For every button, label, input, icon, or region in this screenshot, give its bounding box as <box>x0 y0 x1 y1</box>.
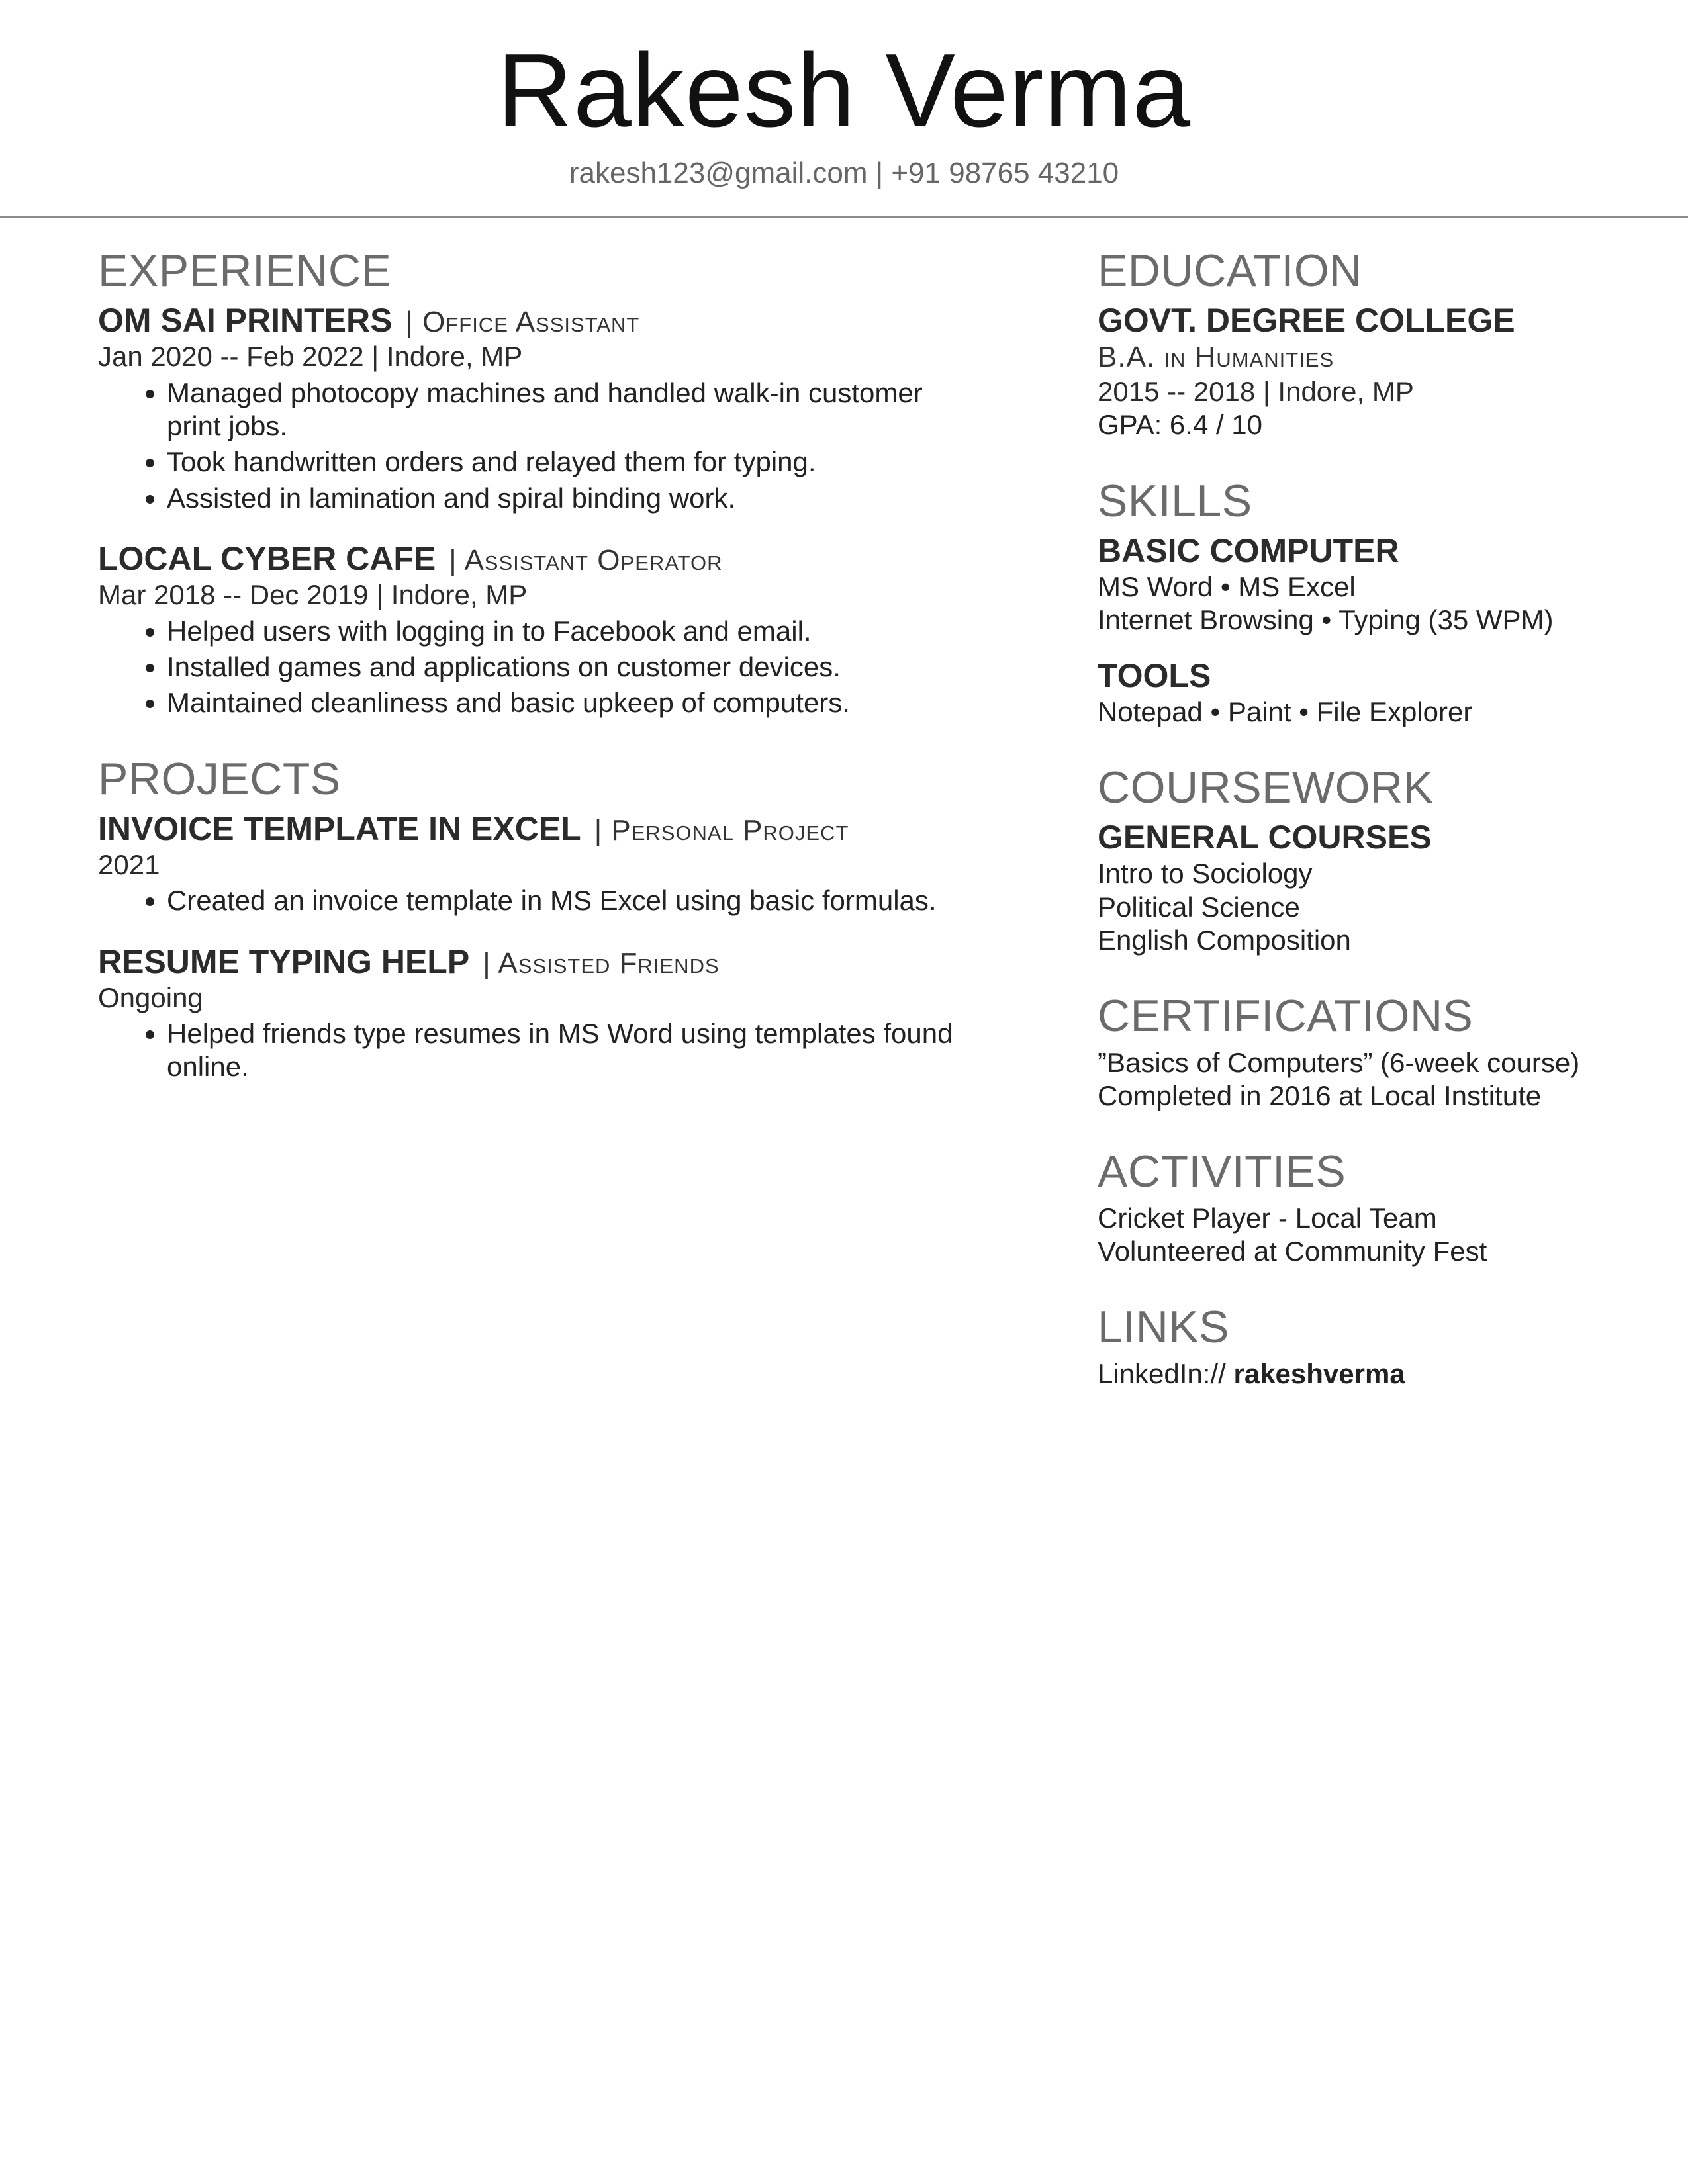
skill-group <box>1098 656 1667 729</box>
coursework-group-title: GENERAL COURSES <box>1098 819 1432 856</box>
skill-line: Notepad • Paint • File Explorer <box>1098 696 1473 727</box>
bullet-item: • Created an invoice template in MS Excel using basic formulas. <box>167 884 978 917</box>
experience-section <box>98 245 978 720</box>
section-title: PROJECTS <box>98 753 341 804</box>
certification-line: Completed in 2016 at Local Institute <box>1098 1080 1542 1112</box>
activities-section <box>1098 1146 1667 1268</box>
section-title: EXPERIENCE <box>98 246 392 296</box>
bullet-item: • Installed games and applications on customer devices. <box>167 651 978 684</box>
entry-bullets <box>98 615 978 720</box>
skill-group <box>1098 531 1667 637</box>
education-section <box>1098 245 1667 442</box>
entry-organization: OM SAI PRINTERS <box>98 302 393 340</box>
skill-line: Internet Browsing • Typing (35 WPM) <box>1098 604 1554 636</box>
entry-bullets <box>98 1017 978 1084</box>
coursework-section <box>1098 762 1667 957</box>
experience-entry <box>98 300 978 515</box>
certification-line: ”Basics of Computers” (6-week course) <box>1098 1046 1580 1078</box>
bullet-item: • Assisted in lamination and spiral binding work. <box>167 482 978 515</box>
right-column <box>1098 245 1667 1424</box>
bullet-item: • Took handwritten orders and relayed them for typing. <box>167 445 978 478</box>
projects-section <box>98 753 978 1084</box>
activity-item: Volunteered at Community Fest <box>1098 1236 1487 1267</box>
skill-group-title: BASIC COMPUTER <box>1098 531 1399 569</box>
skills-section <box>1098 475 1667 729</box>
activity-item: Cricket Player - Local Team <box>1098 1202 1437 1234</box>
experience-entry <box>98 539 978 720</box>
entry-dates-location: Jan 2020 -- Feb 2022 | Indore, MP <box>98 341 523 373</box>
entry-dates: Ongoing <box>98 981 203 1013</box>
entry-dates: 2021 <box>98 848 160 880</box>
resume-header <box>0 0 1688 218</box>
project-entry <box>98 942 978 1084</box>
candidate-name: Rakesh Verma <box>496 32 1192 149</box>
header-divider <box>0 216 1688 218</box>
linkedin-link[interactable] <box>1098 1357 1667 1390</box>
section-title: EDUCATION <box>1098 246 1362 296</box>
entry-bullets <box>98 884 978 917</box>
link-handle: rakeshverma <box>1233 1357 1405 1389</box>
entry-dates-location: Mar 2018 -- Dec 2019 | Indore, MP <box>98 579 528 611</box>
entry-role: | Personal Project <box>594 813 849 846</box>
course-item: English Composition <box>1098 925 1351 956</box>
certifications-section <box>1098 990 1667 1113</box>
bullet-item: • Helped users with logging in to Facebook and email. <box>167 615 978 648</box>
entry-organization: LOCAL CYBER CAFE <box>98 540 436 578</box>
bullet-item: • Managed photocopy machines and handled walk-in customer print jobs. <box>167 377 978 443</box>
gpa: GPA: 6.4 / 10 <box>1098 409 1263 441</box>
entry-organization: INVOICE TEMPLATE IN EXCEL <box>98 809 581 847</box>
skill-group-title: TOOLS <box>1098 657 1211 694</box>
school-name: GOVT. DEGREE COLLEGE <box>1098 302 1515 340</box>
entry-role: | Assistant Operator <box>449 544 723 577</box>
link-prefix: LinkedIn:// <box>1098 1357 1226 1389</box>
contact-line: rakesh123@gmail.com | +91 98765 43210 <box>569 157 1119 189</box>
section-title: LINKS <box>1098 1302 1230 1353</box>
section-title: SKILLS <box>1098 475 1252 526</box>
bullet-item: • Helped friends type resumes in MS Word using templates found online. <box>167 1017 978 1084</box>
skill-line: MS Word • MS Excel <box>1098 570 1356 602</box>
section-title: COURSEWORK <box>1098 762 1434 813</box>
bullet-item: • Maintained cleanliness and basic upkeep of computers. <box>167 686 978 719</box>
degree: B.A. in Humanities <box>1098 341 1335 374</box>
entry-bullets <box>98 377 978 516</box>
course-item: Political Science <box>1098 891 1300 923</box>
left-column <box>98 245 978 1117</box>
project-entry <box>98 809 978 918</box>
section-title: ACTIVITIES <box>1098 1146 1346 1197</box>
entry-organization: RESUME TYPING HELP <box>98 942 470 980</box>
entry-role: | Office Assistant <box>405 306 640 339</box>
education-years-location: 2015 -- 2018 | Indore, MP <box>1098 375 1414 407</box>
entry-role: | Assisted Friends <box>483 946 720 979</box>
links-section <box>1098 1301 1667 1390</box>
course-item: Intro to Sociology <box>1098 858 1313 889</box>
section-title: CERTIFICATIONS <box>1098 991 1474 1042</box>
